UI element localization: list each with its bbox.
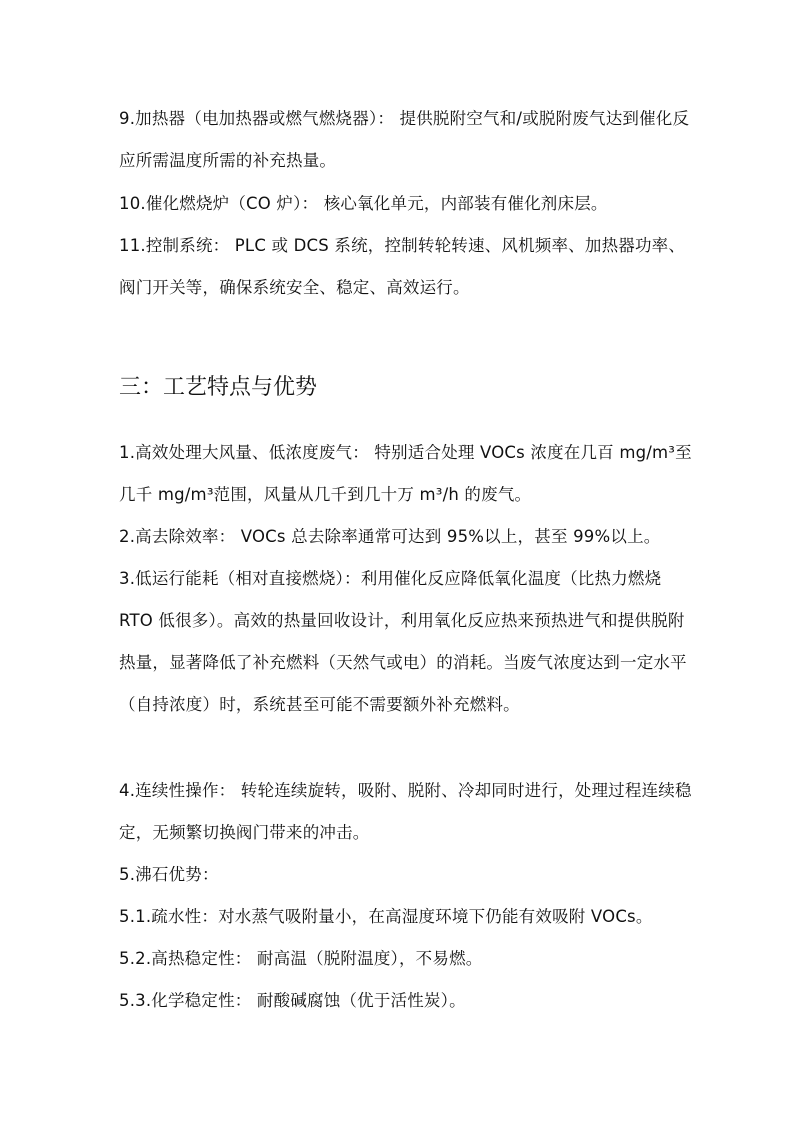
section-title: 三：工艺特点与优势 bbox=[119, 375, 318, 400]
feature-5-1-hydrophobic: 5.1.疏水性：对水蒸气吸附量小，在高湿度环境下仍能有效吸附 VOCs。 bbox=[119, 907, 653, 926]
item-9-heater: 9.加热器（电加热器或燃气燃烧器）： 提供脱附空气和/或脱附废气达到催化反应所需温度所需的补充热量。 bbox=[119, 109, 690, 170]
feature-1-large-airflow: 1.高效处理大风量、低浓度废气： 特别适合处理 VOCs 浓度在几百 mg/m³至几千 mg/m³范围，风量从几千到几十万 m³/h 的废气。 bbox=[119, 443, 692, 504]
feature-5-zeolite-advantages: 5.沸石优势： bbox=[119, 865, 219, 884]
item-11-control-system: 11.控制系统： PLC 或 DCS 系统，控制转轮转速、风机频率、加热器功率、阀门开关等，确保系统安全、稳定、高效运行。 bbox=[119, 236, 686, 297]
feature-5-2-thermal-stability: 5.2.高热稳定性： 耐高温（脱附温度），不易燃。 bbox=[119, 949, 483, 968]
feature-4-continuous-operation: 4.连续性操作： 转轮连续旋转，吸附、脱附、冷却同时进行，处理过程连续稳定，无频繁切换阀门带来的冲击。 bbox=[119, 781, 692, 842]
feature-5-3-chemical-stability: 5.3.化学稳定性： 耐酸碱腐蚀（优于活性炭）。 bbox=[119, 991, 466, 1010]
feature-3-low-energy: 3.低运行能耗（相对直接燃烧）：利用催化反应降低氧化温度（比热力燃烧 RTO 低很多）。高效的热量回收设计，利用氧化反应热来预热进气和提供脱附热量，显著降低了补充燃料（天然气或电）的消耗。当废气浓度达到一定水平（自持浓度）时，系统甚至可能不需要额外补充燃料。 bbox=[119, 569, 687, 714]
item-10-catalytic-furnace: 10.催化燃烧炉（CO 炉）： 核心氧化单元，内部装有催化剂床层。 bbox=[119, 194, 608, 213]
feature-2-removal-efficiency: 2.高去除效率： VOCs 总去除率通常可达到 95%以上，甚至 99%以上。 bbox=[119, 527, 661, 546]
